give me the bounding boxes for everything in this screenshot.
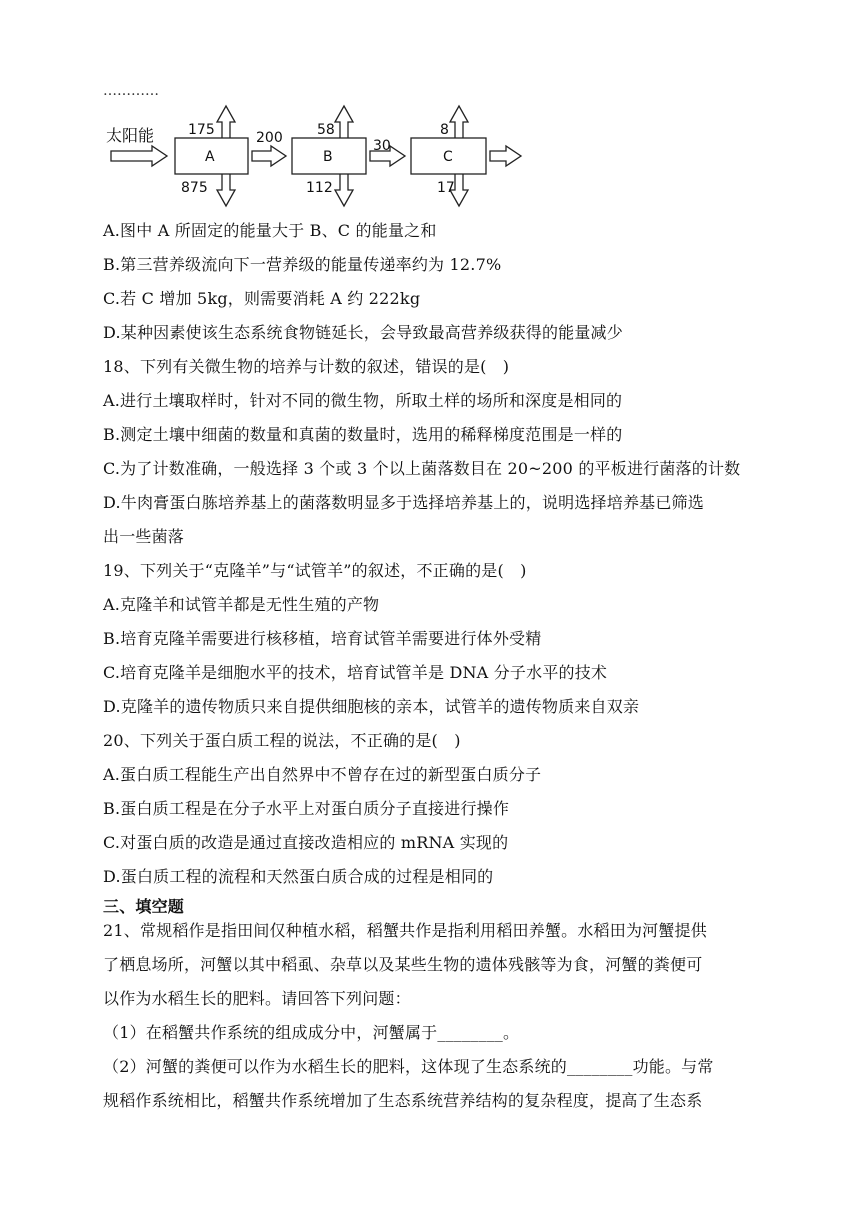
cut-off-caption-text: ………… [103, 83, 159, 99]
energy-flow-diagram [0, 100, 860, 220]
q19-option-d: D.克隆羊的遗传物质只来自提供细胞核的亲本，试管羊的遗传物质来自双亲 [103, 697, 640, 716]
q21-sub-2-line-1: （2）河蟹的粪便可以作为水稻生长的肥料，这体现了生态系统的________功能。与常 [103, 1057, 714, 1076]
q21-sub-1: （1）在稻蟹共作系统的组成成分中，河蟹属于________。 [103, 1023, 520, 1042]
q21-sub-2-line-2: 规稻作系统相比，稻蟹共作系统增加了生态系统营养结构的复杂程度，提高了生态系 [103, 1091, 703, 1110]
box-b-up-arrow [335, 106, 353, 138]
box-b-label: B [323, 149, 333, 165]
source-label: 太阳能 [106, 126, 155, 145]
flow-bc-value: 30 [373, 138, 391, 154]
q20-option-c: C.对蛋白质的改造是通过直接改造相应的 mRNA 实现的 [103, 833, 509, 852]
box-c-label: C [443, 149, 453, 165]
q19-option-b: B.培育克隆羊需要进行核移植，培育试管羊需要进行体外受精 [103, 629, 542, 648]
q19-option-c: C.培育克隆羊是细胞水平的技术，培育试管羊是 DNA 分子水平的技术 [103, 663, 608, 682]
q20-stem: 20、下列关于蛋白质工程的说法，不正确的是( ) [103, 731, 461, 750]
q20-option-a: A.蛋白质工程能生产出自然界中不曾存在过的新型蛋白质分子 [103, 765, 542, 784]
q20-option-d: D.蛋白质工程的流程和天然蛋白质合成的过程是相同的 [103, 867, 494, 886]
box-a-bottom-value: 875 [181, 180, 208, 196]
box-c-bottom-value: 17 [437, 180, 455, 196]
q20-option-b: B.蛋白质工程是在分子水平上对蛋白质分子直接进行操作 [103, 799, 510, 818]
box-a-up-arrow [217, 106, 235, 138]
box-b-top-value: 58 [317, 122, 335, 138]
box-c-up-arrow [450, 106, 468, 138]
q18-option-a: A.进行土壤取样时，针对不同的微生物，所取土样的场所和深度是相同的 [103, 391, 623, 410]
q17-option-d: D.某种因素使该生态系统食物链延长，会导致最高营养级获得的能量减少 [103, 323, 623, 342]
q19-stem: 19、下列关于“克隆羊”与“试管羊”的叙述，不正确的是( ) [103, 561, 527, 580]
box-c-out-arrow [490, 146, 521, 166]
q18-option-c: C.为了计数准确，一般选择 3 个或 3 个以上菌落数目在 20~200 的平板进行菌落的计数 [103, 459, 741, 478]
q18-option-b: B.测定土壤中细菌的数量和真菌的数量时，选用的稀释梯度范围是一样的 [103, 425, 623, 444]
q21-stem-line-2: 了栖息场所，河蟹以其中稻虱、杂草以及某些生物的遗体残骸等为食，河蟹的粪便可 [103, 955, 703, 974]
q19-option-a: A.克隆羊和试管羊都是无性生殖的产物 [103, 595, 380, 614]
q18-option-d: D.牛肉膏蛋白胨培养基上的菌落数明显多于选择培养基上的，说明选择培养基已筛选 [103, 493, 704, 512]
box-a-down-arrow [217, 174, 235, 206]
q18-stem: 18、下列有关微生物的培养与计数的叙述，错误的是( ) [103, 357, 510, 376]
flow-ab-value: 200 [256, 130, 283, 146]
q17-option-a: A.图中 A 所固定的能量大于 B、C 的能量之和 [103, 221, 437, 240]
q18-option-d-cont: 出一些菌落 [103, 527, 185, 546]
flow-arrow-ab [252, 146, 286, 166]
q17-option-b: B.第三营养级流向下一营养级的能量传递率约为 12.7% [103, 255, 502, 274]
box-a-label: A [205, 149, 215, 165]
box-a-top-value: 175 [188, 122, 215, 138]
box-b-bottom-value: 112 [306, 180, 333, 196]
q17-option-c: C.若 C 增加 5kg，则需要消耗 A 约 222kg [103, 289, 421, 308]
box-b-down-arrow [335, 174, 353, 206]
box-c-top-value: 8 [440, 122, 449, 138]
q21-stem-line-1: 21、常规稻作是指田间仅种植水稻，稻蟹共作是指利用稻田养蟹。水稻田为河蟹提供 [103, 921, 707, 940]
source-arrow [111, 146, 167, 166]
q21-stem-line-3: 以作为水稻生长的肥料。请回答下列问题： [103, 989, 411, 1008]
section-title: 三、填空题 [103, 897, 185, 916]
